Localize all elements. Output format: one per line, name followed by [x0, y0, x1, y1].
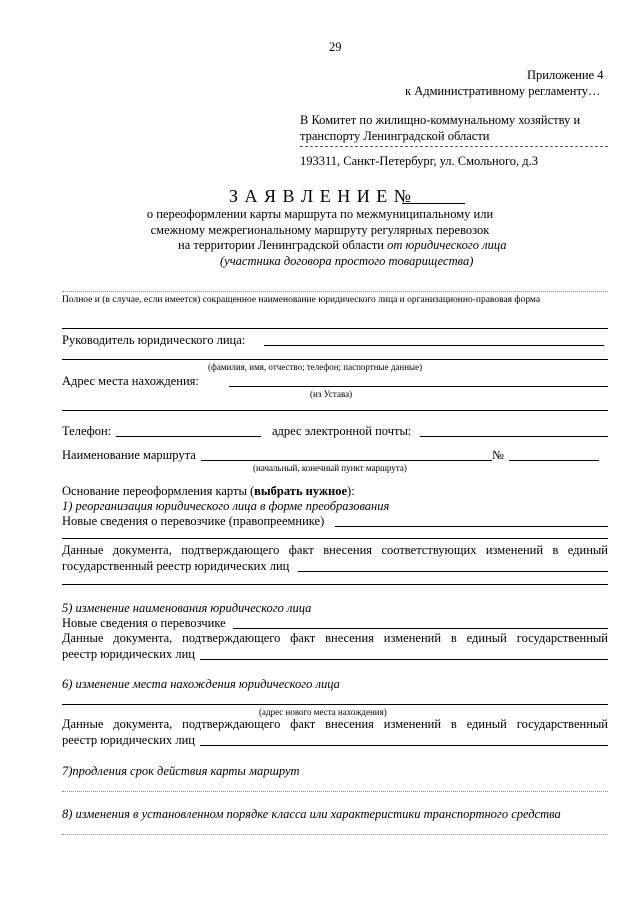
option-1-doc-line2: государственный реестр юридических лиц [62, 559, 290, 573]
route-label: Наименование маршрута [62, 448, 196, 462]
option-5-new-carrier-label: Новые сведения о перевозчике [62, 616, 226, 630]
option-6-caption: (адрес нового места нахождения) [259, 707, 387, 717]
head-label: Руководитель юридического лица: [62, 333, 246, 347]
option-6-doc-line2: реестр юридических лиц [62, 733, 195, 747]
option-5-new-carrier-field[interactable] [233, 628, 608, 629]
option-7-title: 7)продления срок действия карты маршрут [62, 764, 300, 778]
appendix-regulation: к Административному регламенту… [405, 84, 601, 98]
fullname-caption: Полное и (в случае, если имеется) сокращенное наименование юридического лица и организационно-правовая форма [62, 295, 541, 305]
address-label: Адрес места нахождения: [62, 374, 199, 388]
address-field[interactable] [229, 386, 608, 387]
route-caption: (начальный, конечный пункт маршрута) [253, 463, 407, 473]
head-field-line2[interactable] [62, 359, 608, 360]
option-7-field[interactable] [62, 791, 608, 792]
head-field[interactable] [264, 345, 604, 346]
addressee-line2: транспорту Ленинградской области [300, 129, 490, 143]
basis-label-bold: выбрать нужное [254, 484, 348, 498]
option-1-doc-line1: Данные документа, подтверждающего факт внесения соответствующих изменений в единый [62, 543, 608, 557]
option-6-doc-line1: Данные документа, подтверждающего факт внесения изменений в единый государственный [62, 717, 608, 731]
basis-label-plain: Основание переоформления карты ( [62, 484, 255, 498]
route-number-label: № [492, 448, 504, 462]
option-8-field[interactable] [62, 834, 608, 835]
basis-label-end: ): [347, 484, 355, 498]
document-title: З А Я В Л Е Н И Е № [229, 186, 412, 206]
option-1-title: 1) реорганизация юридического лица в форме преобразования [62, 499, 390, 513]
title-subtitle-4: (участника договора простого товарищества) [220, 254, 474, 268]
route-number-field[interactable] [509, 460, 599, 461]
option-1-new-carrier-line2[interactable] [62, 538, 608, 539]
page-number: 29 [329, 40, 342, 54]
title-subtitle-2: смежному межрегиональному маршруту регулярных перевозок [150, 223, 490, 237]
fullname-field[interactable] [62, 291, 608, 292]
appendix-label: Приложение 4 [527, 68, 604, 82]
option-8-title: 8) изменения в установленном порядке класса или характеристики транспортного средства [62, 807, 561, 821]
address-field-line2[interactable] [62, 410, 608, 411]
email-label: адрес электронной почты: [272, 424, 412, 438]
option-6-new-address-field[interactable] [62, 704, 608, 705]
fullname-line[interactable] [62, 328, 608, 329]
option-5-title: 5) изменение наименования юридического лица [62, 601, 312, 615]
addressee-line1: В Комитет по жилищно-коммунальному хозяйству и [300, 113, 581, 127]
option-6-doc-field[interactable] [200, 745, 608, 746]
option-5-doc-line1: Данные документа, подтверждающего факт внесения изменений в единый государственный [62, 631, 608, 645]
option-5-doc-line2: реестр юридических лиц [62, 647, 195, 661]
option-1-new-carrier-label: Новые сведения о перевозчике (правопреемнике) [62, 514, 325, 528]
option-1-doc-field-line2[interactable] [62, 584, 608, 585]
title-subtitle-3-plain: на территории Ленинградской области [178, 238, 388, 252]
title-subtitle-3-italic: от юридического лица [387, 238, 507, 252]
application-number-field[interactable] [402, 203, 465, 204]
phone-field[interactable] [116, 436, 261, 437]
address-caption: (из Устава) [310, 389, 353, 399]
option-6-title: 6) изменение места нахождения юридического лица [62, 677, 340, 691]
option-1-new-carrier-field[interactable] [335, 526, 608, 527]
addressee-address: 193311, Санкт-Петербург, ул. Смольного, д.3 [300, 154, 539, 168]
title-subtitle-3 [178, 239, 507, 252]
head-caption: (фамилия, имя, отчество; телефон; паспортные данные) [208, 362, 423, 372]
option-1-doc-field[interactable] [298, 571, 608, 572]
email-field[interactable] [420, 436, 608, 437]
addressee-divider [300, 146, 608, 147]
basis-label [62, 485, 355, 498]
title-subtitle-1: о переоформлении карты маршрута по межмуниципальному или [146, 207, 494, 221]
phone-label: Телефон: [62, 424, 112, 438]
option-5-doc-field[interactable] [200, 659, 608, 660]
route-name-field[interactable] [201, 460, 492, 461]
